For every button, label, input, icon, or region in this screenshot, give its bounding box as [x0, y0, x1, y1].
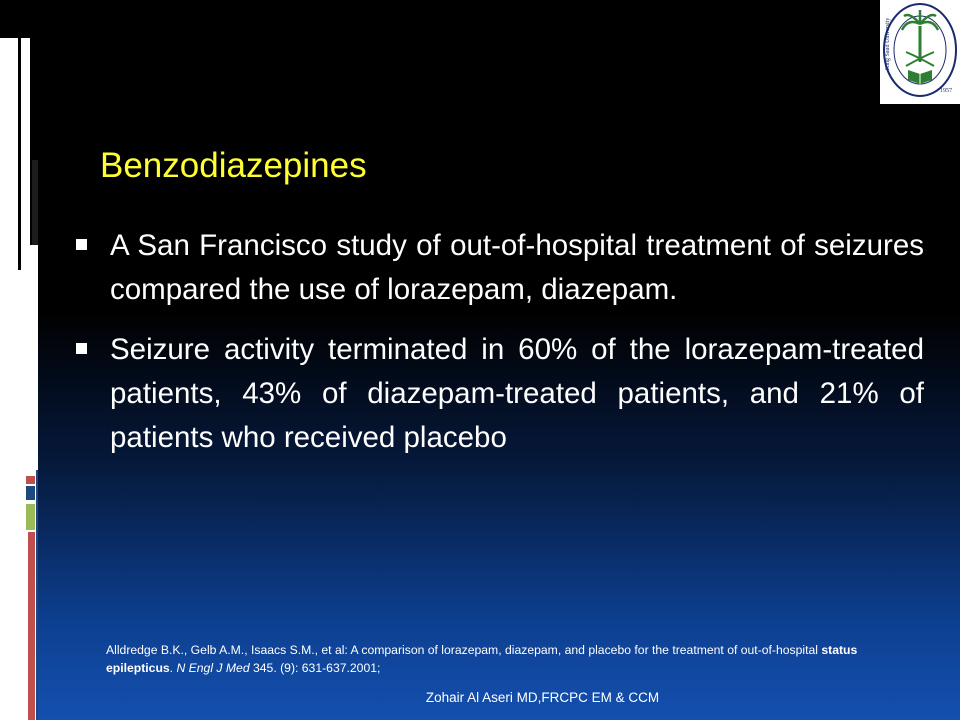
reference-journal: N Engl J Med	[176, 661, 250, 675]
square-bullet-icon	[76, 239, 87, 250]
stripe-green-1	[26, 504, 35, 530]
university-logo	[880, 0, 960, 104]
slide-title: Benzodiazepines	[100, 146, 367, 185]
reference-after-bold: .	[169, 661, 177, 675]
logo-text: King Saud University	[885, 17, 891, 70]
bullet-text: A San Francisco study of out-of-hospital treatment of seizures compared the use of lorazepam, diazepam.	[110, 229, 924, 306]
stripe-blue-2	[36, 470, 38, 720]
logo-year: 1957	[940, 88, 952, 94]
reference-citation	[106, 641, 926, 677]
slide-footer: Zohair Al Aseri MD,FRCPC EM & CCM	[425, 690, 660, 705]
bullet-list	[72, 224, 924, 476]
square-bullet-icon	[76, 343, 87, 354]
stripe-blue-1	[26, 486, 35, 500]
stripe-bar-3	[32, 160, 38, 245]
university-logo-icon	[880, 0, 960, 104]
bullet-text: Seizure activity terminated in 60% of the lorazepam-treated patients, 43% of diazepam-treated patients, and 21% of patients who received placebo	[110, 333, 924, 454]
reference-citation-detail: 345. (9): 631-637.2001;	[249, 661, 381, 675]
stripe-bar-1	[18, 0, 21, 270]
bullet-item	[72, 328, 924, 460]
reference-bold-term: status epilepticus	[106, 643, 858, 675]
bullet-item	[72, 224, 924, 312]
stripe-red-1	[26, 476, 35, 484]
left-decorative-strip	[0, 0, 38, 720]
reference-authors-title: Alldredge B.K., Gelb A.M., Isaacs S.M., et al: A comparison of lorazepam, diazepam, and placebo for the treatment of out-of-hospital	[106, 643, 822, 657]
